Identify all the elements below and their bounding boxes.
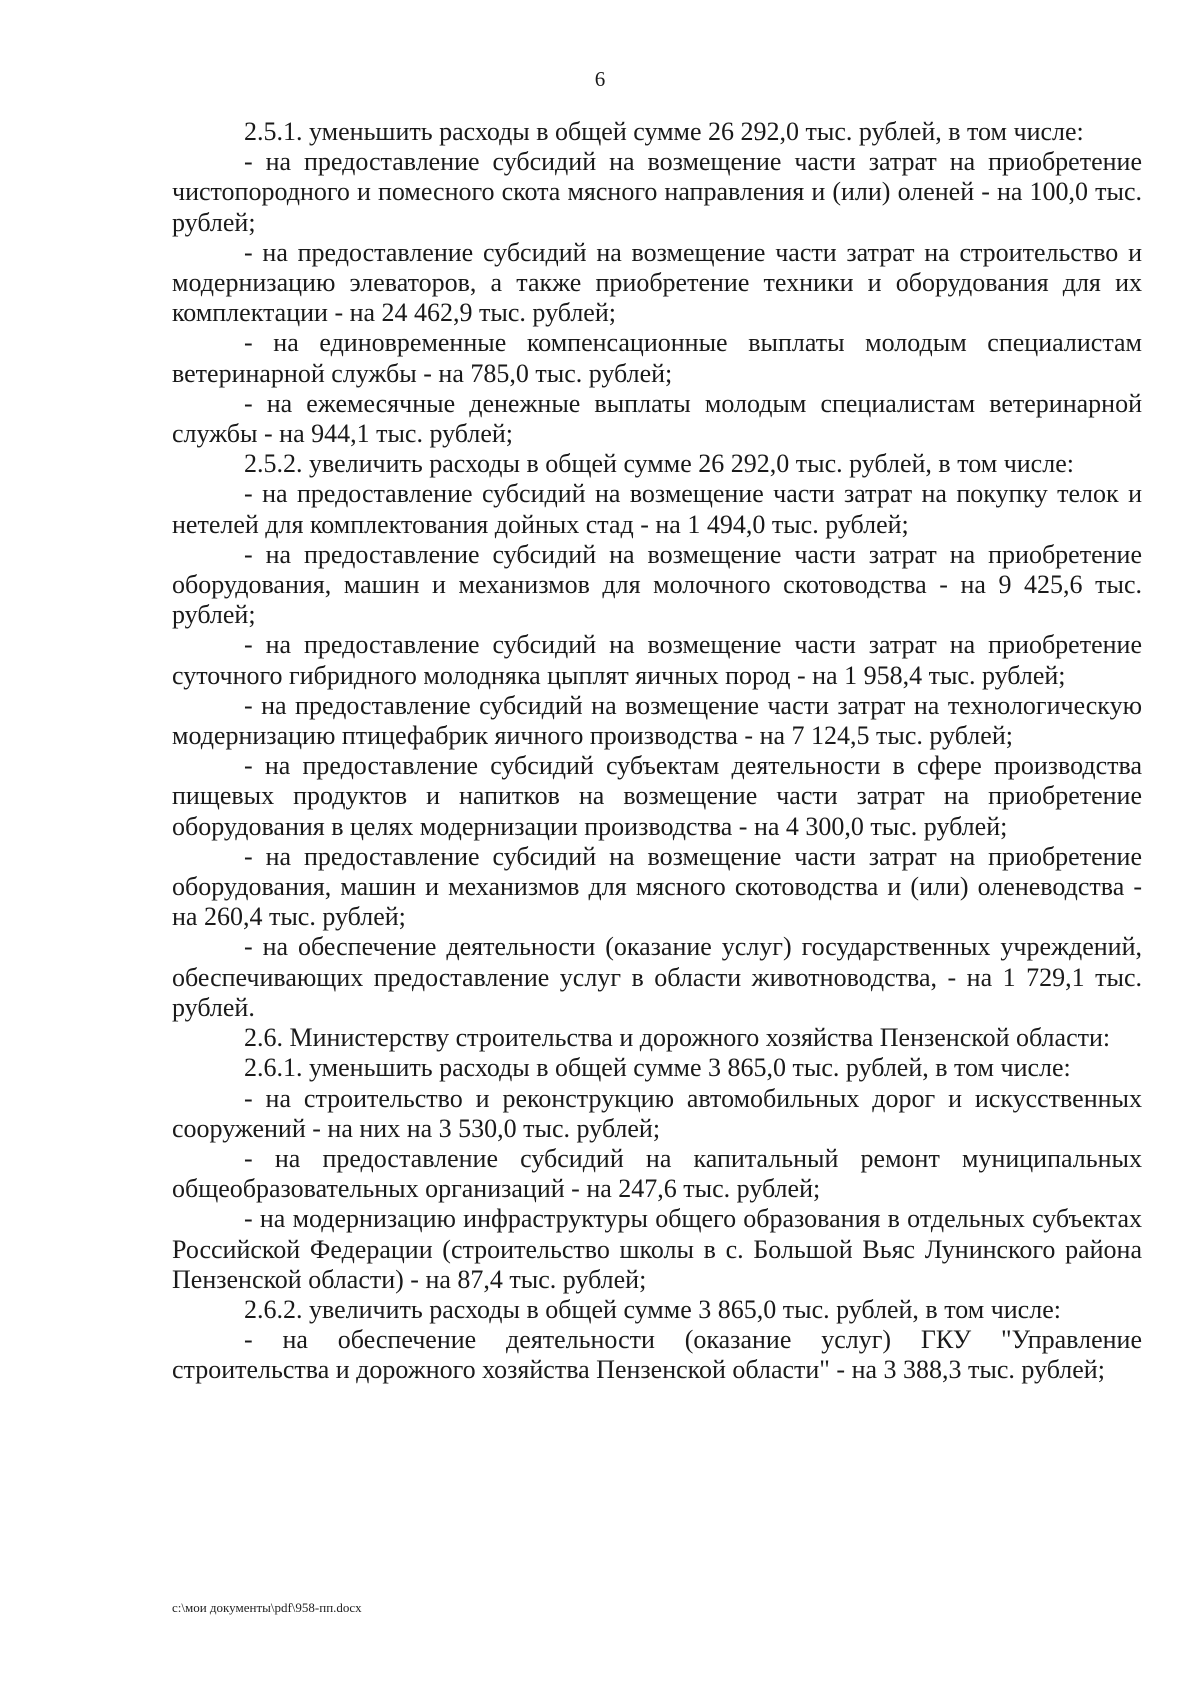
- list-item: - на обеспечение деятельности (оказание услуг) ГКУ "Управление строительства и дорожного хозяйства Пензенской области" - на 3 388,3 тыс. рублей;: [172, 1325, 1142, 1385]
- list-item: - на предоставление субсидий на возмещение части затрат на приобретение оборудования, машин и механизмов для мясного скотоводства и (или) оленеводства - на 260,4 тыс. рублей;: [172, 841, 1142, 932]
- list-item: - на строительство и реконструкцию автомобильных дорог и искусственных сооружений - на них на 3 530,0 тыс. рублей;: [172, 1083, 1142, 1143]
- paragraph-2-6-2: 2.6.2. увеличить расходы в общей сумме 3 865,0 тыс. рублей, в том числе:: [244, 1294, 1061, 1324]
- list-item: - на предоставление субсидий на возмещение части затрат на приобретение оборудования, машин и механизмов для молочного скотоводства - на 9 425,6 тыс. рублей;: [172, 539, 1142, 630]
- paragraph-2-5-1: 2.5.1. уменьшить расходы в общей сумме 26 292,0 тыс. рублей, в том числе:: [244, 117, 1084, 146]
- list-item: - на обеспечение деятельности (оказание услуг) государственных учреждений, обеспечивающих предоставление услуг в области животноводства, - на 1 729,1 тыс. рублей.: [172, 932, 1142, 1022]
- paragraph-2-6: 2.6. Министерству строительства и дорожного хозяйства Пензенской области:: [244, 1023, 1111, 1053]
- list-item: - на предоставление субсидий на капитальный ремонт муниципальных общеобразовательных организаций - на 247,6 тыс. рублей;: [172, 1143, 1142, 1204]
- list-item: - на предоставление субсидий субъектам деятельности в сфере производства пищевых продуктов и напитков на возмещение части затрат на приобретение оборудования в целях модернизации производства - на 4 300,0 тыс. рублей;: [172, 751, 1142, 841]
- list-item: - на предоставление субсидий на возмещение части затрат на приобретение чистопородного и помесного скота мясного направления и (или) оленей - на 100,0 тыс. рублей;: [172, 147, 1142, 237]
- list-item: - на предоставление субсидий на возмещение части затрат на покупку телок и нетелей для комплектования дойных стад - на 1 494,0 тыс. рублей;: [172, 479, 1142, 539]
- paragraph-2-5-2: 2.5.2. увеличить расходы в общей сумме 26 292,0 тыс. рублей, в том числе:: [244, 449, 1074, 479]
- list-item: - на предоставление субсидий на возмещение части затрат на строительство и модернизацию элеваторов, а также приобретение техники и оборудования для их комплектации - на 24 462,9 тыс. рублей;: [172, 237, 1142, 328]
- list-item: - на единовременные компенсационные выплаты молодым специалистам ветеринарной службы - на 785,0 тыс. рублей;: [172, 328, 1142, 388]
- document-body: [172, 117, 1142, 1386]
- page-number: 6: [594, 67, 606, 91]
- footer-file-path: c:\мои документы\pdf\958-пп.docx: [172, 1600, 362, 1615]
- list-item: - на ежемесячные денежные выплаты молодым специалистам ветеринарной службы - на 944,1 тыс. рублей;: [172, 388, 1142, 449]
- paragraph-2-6-1: 2.6.1. уменьшить расходы в общей сумме 3 865,0 тыс. рублей, в том числе:: [244, 1053, 1071, 1083]
- list-item: - на модернизацию инфраструктуры общего образования в отдельных субъектах Российской Федерации (строительство школы в с. Большой Вьяс Лунинского района Пензенской области) - на 87,4 тыс. рублей;: [172, 1204, 1142, 1294]
- list-item: - на предоставление субсидий на возмещение части затрат на приобретение суточного гибридного молодняка цыплят яичных пород - на 1 958,4 тыс. рублей;: [172, 630, 1142, 690]
- list-item: - на предоставление субсидий на возмещение части затрат на технологическую модернизацию птицефабрик яичного производства - на 7 124,5 тыс. рублей;: [172, 690, 1142, 751]
